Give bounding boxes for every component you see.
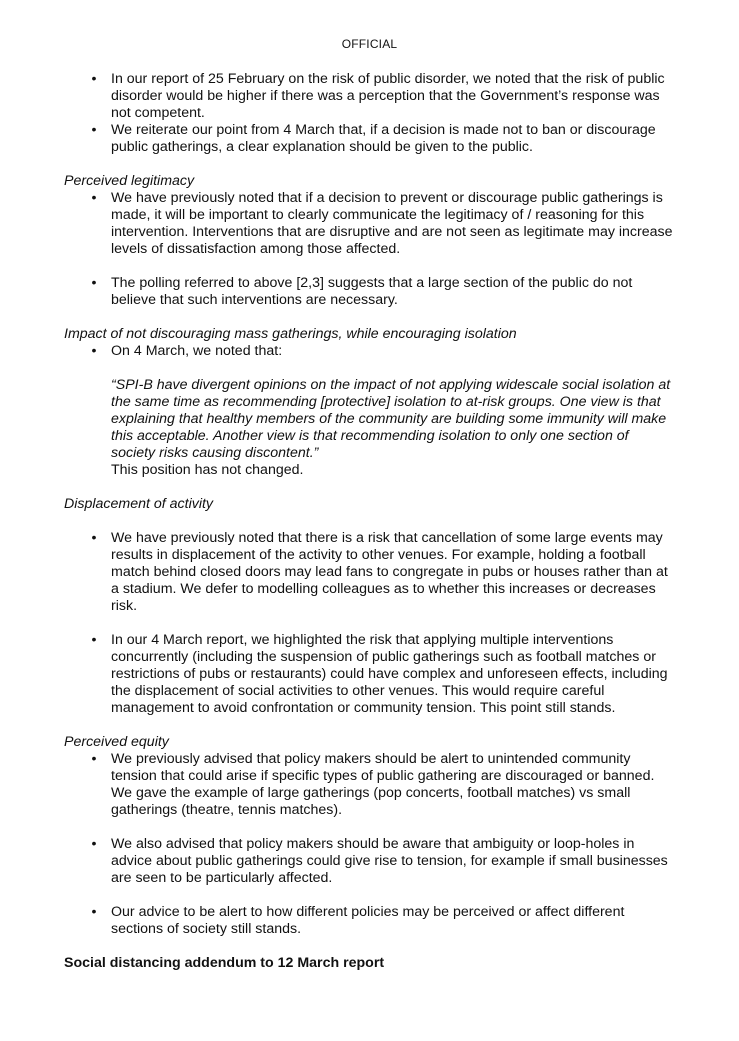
bullet-icon: • xyxy=(91,632,97,648)
section-heading-equity: Perceived equity xyxy=(64,734,169,750)
list-item-text: In our 4 March report, we highlighted the risk that applying multiple interventions concurrently (including the suspension of public gatherings such as football matches or restrictions of pubs or restaurants) could have complex and unforeseen effects, including the displacement of social activities to other venues. This would require careful management to avoid confrontation or community tension. This point still stands. xyxy=(111,632,668,716)
bullet-icon: • xyxy=(91,190,97,206)
list-item-text: We reiterate our point from 4 March that, if a decision is made not to ban or discourage public gatherings, a clear explanation should be given to the public. xyxy=(111,122,656,155)
list-item-text: We have previously noted that there is a risk that cancellation of some large events may results in displacement of the activity to other venues. For example, holding a football match behind closed doors may lead fans to congregate in pubs or houses rather than at a stadium. We defer to modelling colleagues as to whether this increases or decreases risk. xyxy=(111,530,668,614)
list-item-text: The polling referred to above [2,3] suggests that a large section of the public do not believe that such interventions are necessary. xyxy=(111,275,633,308)
bullet-icon: • xyxy=(91,275,97,291)
displacement-bullet-list xyxy=(64,530,676,717)
list-item xyxy=(64,904,676,938)
section-heading-displacement: Displacement of activity xyxy=(64,496,214,512)
bullet-icon: • xyxy=(91,530,97,546)
list-item-text: In our report of 25 February on the risk of public disorder, we noted that the risk of public disorder would be higher if there was a perception that the Government’s response was not competent. xyxy=(111,71,665,121)
legitimacy-bullet-list xyxy=(64,190,676,309)
bullet-icon: • xyxy=(91,904,97,920)
list-item-text: On 4 March, we noted that: xyxy=(111,343,283,359)
section-heading-impact: Impact of not discouraging mass gatherings, while encouraging isolation xyxy=(64,326,517,342)
list-item xyxy=(64,632,676,717)
list-item xyxy=(64,275,676,309)
list-item xyxy=(64,71,676,122)
section-heading-legitimacy: Perceived legitimacy xyxy=(64,173,195,189)
list-item-text: We also advised that policy makers should be aware that ambiguity or loop-holes in advice about public gatherings could give rise to tension, for example if small businesses are seen to be particularly affected. xyxy=(111,836,668,886)
list-item xyxy=(64,836,676,887)
document-body xyxy=(64,71,676,972)
list-item xyxy=(64,530,676,615)
bullet-icon: • xyxy=(91,122,97,138)
list-item xyxy=(64,751,676,819)
list-item-text: We have previously noted that if a decision to prevent or discourage public gatherings is made, it will be important to clearly communicate the legitimacy of / reasoning for this intervention. Interventions that are disruptive and are not seen as legitimate may increase levels of dissatisfaction among those affected. xyxy=(111,190,673,257)
bullet-icon: • xyxy=(91,751,97,767)
list-item-text: We previously advised that policy makers should be alert to unintended community tension that could arise if specific types of public gathering are discouraged or banned. We gave the example of large gatherings (pop concerts, football matches) vs small gatherings (theatre, tennis matches). xyxy=(111,751,655,818)
quoted-text: “SPI-B have divergent opinions on the impact of not applying widescale social isolation at the same time as recommending [protective] isolation to at-risk groups. One view is that explaining that healthy members of the community are building some immunity will make this acceptable. Another view is that recommending isolation to only one section of society risks causing discontent.” xyxy=(111,377,671,461)
impact-bullet-list xyxy=(64,343,676,479)
bullet-icon: • xyxy=(91,836,97,852)
list-item xyxy=(64,122,676,156)
bullet-icon: • xyxy=(91,71,97,87)
list-item-text: Our advice to be alert to how different policies may be perceived or affect different sections of society still stands. xyxy=(111,904,625,937)
closing-text: This position has not changed. xyxy=(111,462,304,478)
classification-header: OFFICIAL xyxy=(341,37,398,51)
list-item xyxy=(64,343,676,479)
list-item xyxy=(64,190,676,258)
section-heading-addendum: Social distancing addendum to 12 March report xyxy=(64,955,385,971)
bullet-icon: • xyxy=(91,343,97,359)
intro-bullet-list xyxy=(64,71,676,156)
equity-bullet-list xyxy=(64,751,676,938)
